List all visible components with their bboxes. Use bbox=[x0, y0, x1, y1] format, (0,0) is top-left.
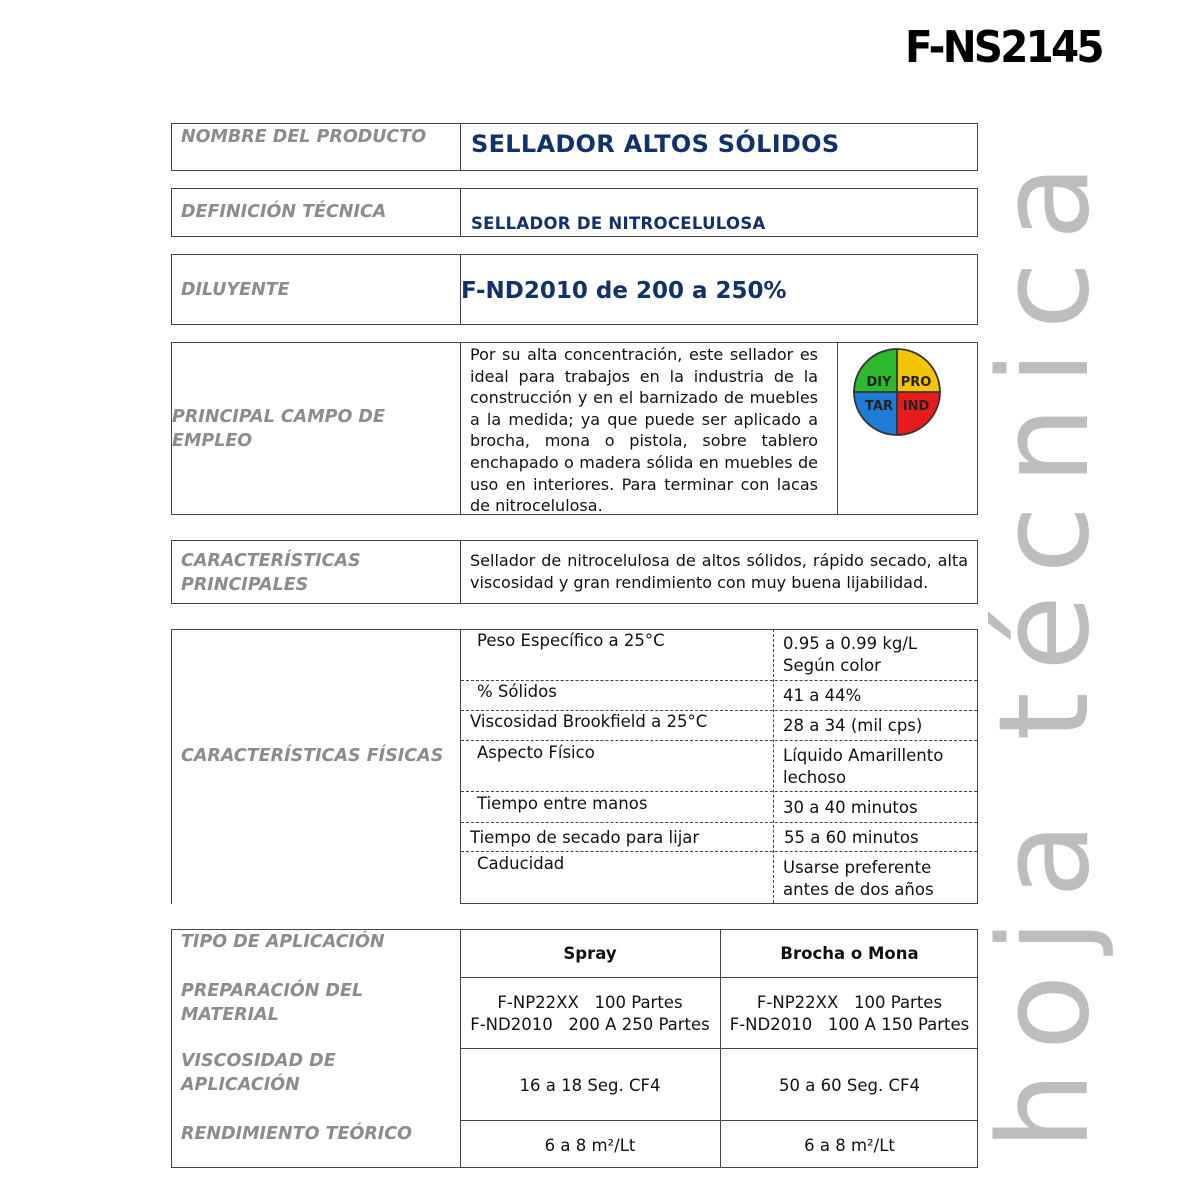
main-characteristics-row bbox=[171, 540, 978, 604]
main-characteristics-label: CARACTERÍSTICAS PRINCIPALES bbox=[181, 551, 361, 595]
technical-definition-value: SELLADOR DE NITROCELULOSA bbox=[471, 214, 766, 233]
product-name-row bbox=[171, 123, 978, 171]
usage-label: PRINCIPAL CAMPO DE EMPLEO bbox=[172, 407, 385, 451]
yield-spray: 6 a 8 m²/Lt bbox=[544, 1136, 636, 1155]
physical-row-value: 41 a 44% bbox=[783, 686, 862, 705]
physical-row-value: Líquido Amarillento lechoso bbox=[783, 746, 944, 787]
side-title: hoja técnica bbox=[973, 143, 1117, 1150]
badge-ind-label: IND bbox=[902, 399, 930, 414]
side-title-wrapper bbox=[973, 100, 1117, 1150]
thinner-label: DILUYENTE bbox=[181, 280, 290, 300]
technical-definition-label: DEFINICIÓN TÉCNICA bbox=[181, 202, 387, 222]
physical-row-property: Peso Específico a 25°C bbox=[477, 631, 665, 650]
preparation-brush-line2: F-ND2010 100 A 150 Partes bbox=[729, 1015, 970, 1034]
physical-characteristics-section bbox=[171, 629, 978, 904]
application-viscosity-spray: 16 a 18 Seg. CF4 bbox=[519, 1076, 661, 1095]
physical-row-property: Viscosidad Brookfield a 25°C bbox=[470, 712, 708, 731]
preparation-label: PREPARACIÓN DEL MATERIAL bbox=[181, 981, 364, 1025]
physical-row-value: 0.95 a 0.99 kg/L Según color bbox=[783, 634, 918, 675]
application-viscosity-label: VISCOSIDAD DE APLICACIÓN bbox=[181, 1051, 336, 1095]
physical-row-value: Usarse preferente antes de dos años bbox=[783, 858, 934, 899]
badge-tar-label: TAR bbox=[865, 399, 893, 414]
physical-row-value: 55 a 60 minutos bbox=[784, 828, 919, 847]
application-table bbox=[171, 929, 978, 1168]
preparation-spray-line2: F-ND2010 200 A 250 Partes bbox=[470, 1015, 710, 1034]
physical-table bbox=[460, 629, 978, 904]
badge-pro-label: PRO bbox=[900, 375, 932, 390]
physical-row-property: Tiempo de secado para lijar bbox=[470, 828, 700, 847]
product-name-value: SELLADOR ALTOS SÓLIDOS bbox=[471, 130, 840, 158]
thinner-row bbox=[171, 254, 978, 325]
physical-row-property: Aspecto Físico bbox=[477, 743, 595, 762]
physical-row-property: % Sólidos bbox=[477, 682, 557, 701]
physical-characteristics-label: CARACTERÍSTICAS FÍSICAS bbox=[181, 746, 444, 766]
physical-row-value: 30 a 40 minutos bbox=[783, 798, 918, 817]
physical-row-value: 28 a 34 (mil cps) bbox=[783, 716, 923, 735]
product-name-label: NOMBRE DEL PRODUCTO bbox=[181, 127, 427, 147]
technical-definition-row bbox=[171, 188, 978, 237]
usage-text: Por su alta concentración, este sellador es ideal para trabajos en la industria de la construcción y en el barnizado de muebles a la medida; ya que puede ser aplicado a brocha, mona o pistola, sobre tablero enchapado o madera sólida en muebles de uso en interiores. Para terminar con lacas de nitrocelulosa. bbox=[470, 345, 818, 516]
main-characteristics-text: Sellador de nitrocelulosa de altos sólidos, rápido secado, alta viscosidad y gran rendimiento con muy buena lijabilidad. bbox=[470, 551, 968, 592]
application-method-spray: Spray bbox=[563, 944, 617, 963]
preparation-brush-line1: F-NP22XX 100 Partes bbox=[756, 993, 943, 1012]
application-viscosity-brush: 50 a 60 Seg. CF4 bbox=[779, 1076, 920, 1095]
badge-diy-label: DIY bbox=[866, 375, 892, 390]
physical-row-property: Tiempo entre manos bbox=[477, 794, 648, 813]
application-type-label: TIPO DE APLICACIÓN bbox=[181, 932, 385, 952]
document-code: F-NS2145 bbox=[905, 22, 1102, 73]
application-method-brush: Brocha o Mona bbox=[780, 944, 919, 963]
yield-brush: 6 a 8 m²/Lt bbox=[804, 1136, 895, 1155]
usage-row bbox=[171, 342, 978, 515]
yield-label: RENDIMIENTO TEÓRICO bbox=[181, 1124, 413, 1144]
physical-row-property: Caducidad bbox=[477, 854, 565, 873]
preparation-spray-line1: F-NP22XX 100 Partes bbox=[497, 993, 683, 1012]
thinner-value: F-ND2010 de 200 a 250% bbox=[461, 278, 787, 304]
usage-badge bbox=[851, 346, 943, 438]
